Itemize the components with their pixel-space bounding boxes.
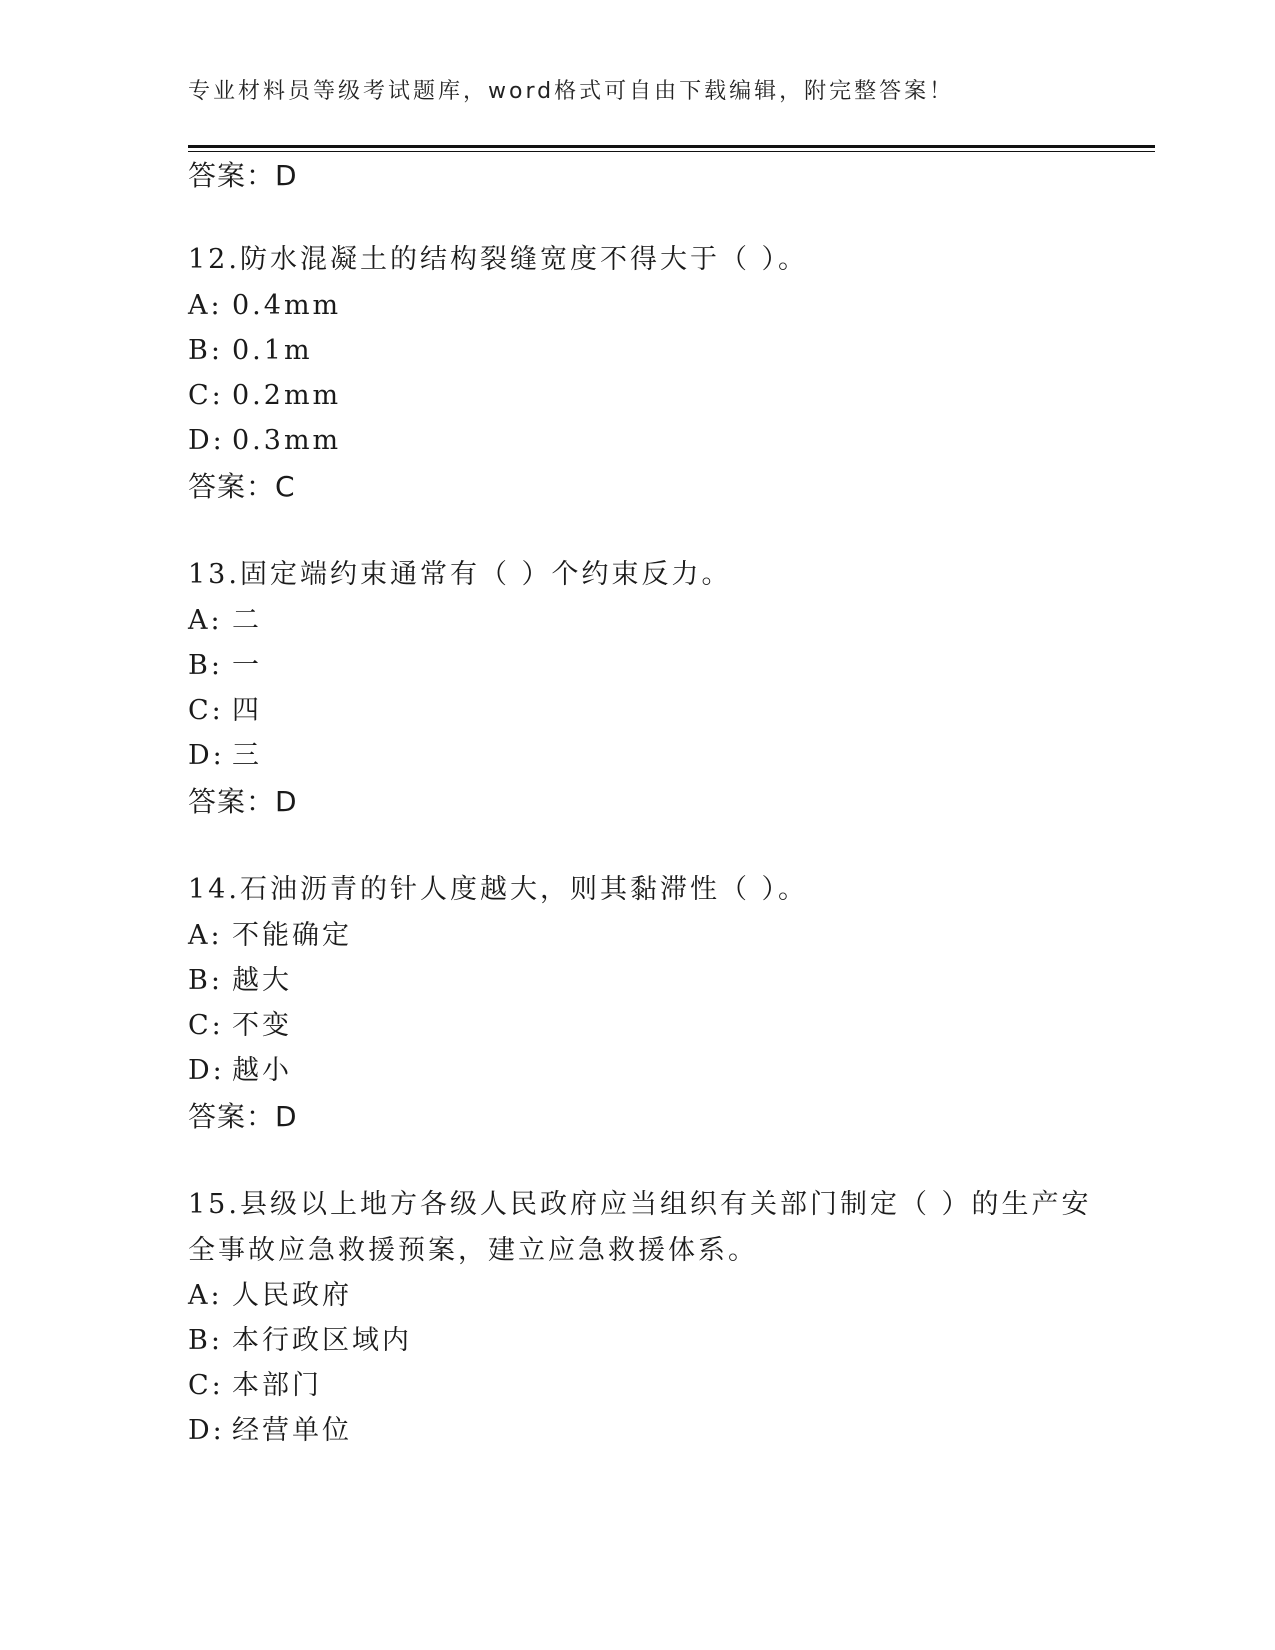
- question-12-stem: 12.防水混凝土的结构裂缝宽度不得大于（ ）。: [188, 244, 809, 275]
- question-14-option-a: A: 不能确定: [188, 920, 352, 951]
- question-15-option-b: B: 本行政区域内: [188, 1325, 412, 1356]
- question-15-option-a: A: 人民政府: [188, 1280, 352, 1311]
- header-divider-thin: [188, 151, 1155, 152]
- question-13-option-c: C: 四: [188, 695, 262, 726]
- question-14-option-d: D: 越小: [188, 1055, 292, 1086]
- question-12-option-a: A: 0.4mm: [188, 290, 342, 321]
- question-12-option-d: D: 0.3mm: [188, 425, 342, 456]
- header-divider: [188, 145, 1155, 148]
- question-15-option-d: D: 经营单位: [188, 1415, 352, 1446]
- question-12-answer: 答案：C: [188, 470, 296, 503]
- question-15-stem-line1: 15.县级以上地方各级人民政府应当组织有关部门制定（ ）的生产安: [188, 1189, 1092, 1220]
- question-14-option-c: C: 不变: [188, 1010, 292, 1041]
- question-13-option-b: B: 一: [188, 650, 262, 681]
- question-15-stem-line2: 全事故应急救援预案，建立应急救援体系。: [188, 1235, 758, 1266]
- question-13-option-d: D: 三: [188, 740, 262, 771]
- question-15-option-c: C: 本部门: [188, 1370, 322, 1401]
- page-header: 专业材料员等级考试题库，word格式可自由下载编辑，附完整答案！: [188, 79, 955, 104]
- question-14-answer: 答案：D: [188, 1100, 298, 1133]
- question-13-stem: 13.固定端约束通常有（ ）个约束反力。: [188, 559, 732, 590]
- question-12-option-b: B: 0.1m: [188, 335, 313, 366]
- question-13-option-a: A: 二: [188, 605, 262, 636]
- question-12-option-c: C: 0.2mm: [188, 380, 342, 411]
- question-14-stem: 14.石油沥青的针人度越大，则其黏滞性（ ）。: [188, 874, 809, 905]
- question-14-option-b: B: 越大: [188, 965, 292, 996]
- question-13-answer: 答案：D: [188, 785, 298, 818]
- answer-prev: 答案：D: [188, 159, 298, 192]
